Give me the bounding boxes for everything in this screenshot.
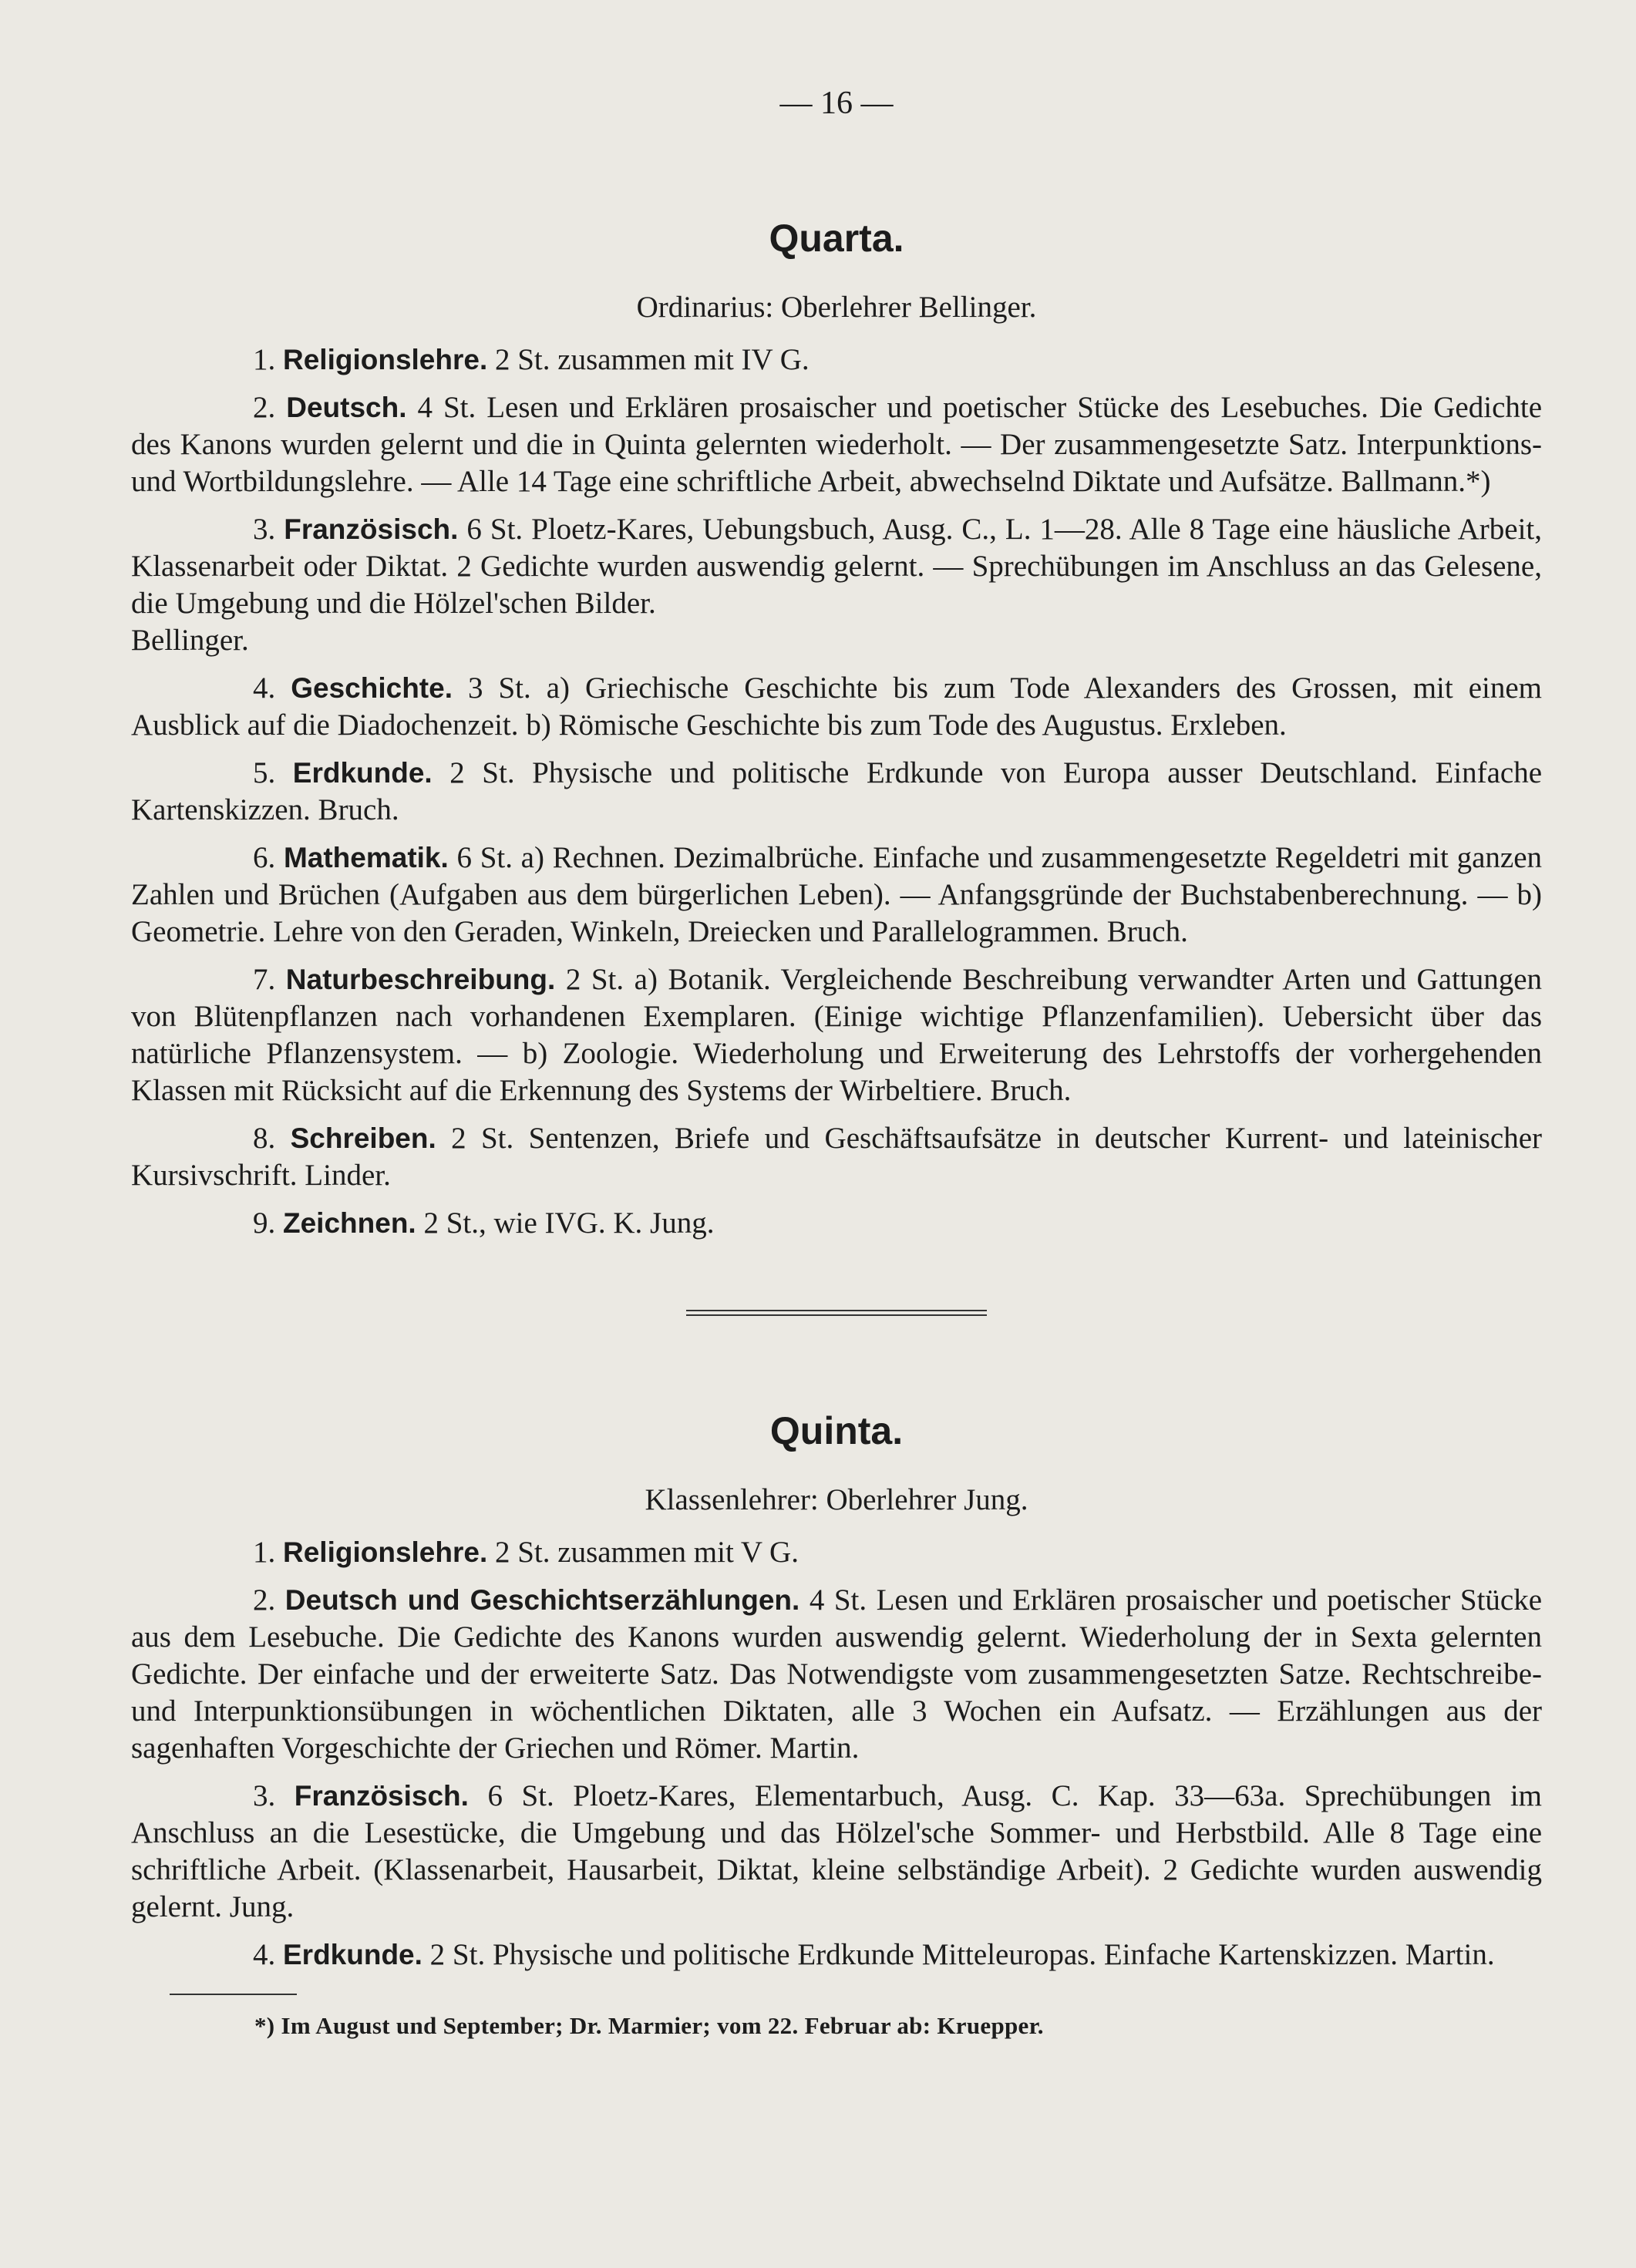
entry-number: 3. (253, 1779, 276, 1812)
quarta-teacher: Ordinarius: Oberlehrer Bellinger. (636, 291, 1037, 324)
quarta-entries (131, 342, 1542, 1242)
section-divider (686, 1310, 987, 1316)
entry-subject: Deutsch. (286, 392, 407, 423)
entry-number: 7. (253, 963, 276, 996)
quarta-entry-7 (131, 961, 1542, 1109)
quarta-entry-4 (131, 670, 1542, 744)
entry-subject: Erdkunde. (292, 757, 433, 789)
quarta-entry-6 (131, 840, 1542, 951)
entry-number: 8. (253, 1122, 276, 1155)
entry-subject: Geschichte. (291, 672, 453, 704)
page-number: — 16 — (779, 86, 894, 121)
entry-text: 2 St. Physische und politische Erdkunde von Europa ausser Deutschland. Einfache Kartenskizzen. Bruch. (131, 756, 1543, 826)
entry-number: 6. (253, 841, 276, 874)
entry-text: 2 St., wie IVG. K. Jung. (423, 1206, 715, 1240)
quarta-entry-2 (131, 389, 1542, 500)
entry-text: 6 St. a) Rechnen. Dezimalbrüche. Einfache und zusammengesetzte Regeldetri mit ganzen Zahlen und Brüchen (Aufgaben aus dem bürgerlichen Leben). — Anfangsgründe der Buchstabenberechnung. — b) Geometrie. Lehre von den Geraden, Winkeln, Dreiecken und Parallelogrammen. Bruch. (131, 841, 1543, 948)
entry-subject: Zeichnen. (283, 1207, 416, 1239)
entry-text: 2 St. zusammen mit V G. (494, 1536, 799, 1569)
quinta-entry-2 (131, 1582, 1542, 1767)
entry-number: 5. (253, 756, 276, 789)
quinta-entries (131, 1534, 1542, 1974)
entry-subject: Mathematik. (283, 842, 449, 873)
quinta-title: Quinta. (769, 1409, 904, 1452)
entry-subject: Französisch. (294, 1780, 469, 1812)
quinta-entry-4 (131, 1937, 1542, 1974)
entry-number: 3. (253, 513, 276, 546)
entry-subject: Deutsch und Geschichtserzählungen. (284, 1584, 800, 1616)
entry-subject: Französisch. (284, 513, 459, 545)
footnote-rule (170, 1994, 297, 1995)
entry-subject: Religionslehre. (283, 344, 488, 375)
entry-text: 4 St. Lesen und Erklären prosaischer und poetischer Stücke des Lesebuches. Die Gedichte des Kanons wurden gelernt und die in Quinta gelernten wiederholt. — Der zusammengesetzte Satz. Interpunktions- und Wortbildungslehre. — Alle 14 Tage eine schriftliche Arbeit, abwechselnd Diktate und Aufsätze. Ballmann.*) (131, 391, 1543, 498)
quarta-entry-3 (131, 511, 1542, 659)
quinta-teacher: Klassenlehrer: Oberlehrer Jung. (645, 1483, 1028, 1516)
entry-text: 2 St. zusammen mit IV G. (494, 343, 810, 376)
entry-number: 1. (253, 343, 276, 376)
quarta-entry-9 (131, 1205, 1542, 1242)
entry-text: 2 St. Sentenzen, Briefe und Geschäftsaufsätze in deutscher Kurrent- und lateinischer Kursivschrift. Linder. (131, 1122, 1543, 1192)
entry-number: 1. (253, 1536, 276, 1569)
quarta-entry-8 (131, 1120, 1542, 1194)
entry-text: 6 St. Ploetz-Kares, Elementarbuch, Ausg. C. Kap. 33—63a. Sprechübungen im Anschluss an die Lesestücke, die Umgebung und das Hölzel'sche Sommer- und Herbstbild. Alle 8 Tage eine schriftliche Arbeit. (Klassenarbeit, Hausarbeit, Diktat, kleine selbständige Arbeit). 2 Gedichte wurden auswendig gelernt. Jung. (131, 1779, 1543, 1923)
entry-text: 2 St. Physische und politische Erdkunde Mitteleuropas. Einfache Kartenskizzen. Martin. (429, 1938, 1495, 1971)
entry-number: 9. (253, 1206, 276, 1240)
entry-text: 3 St. a) Griechische Geschichte bis zum Tode Alexanders des Grossen, mit einem Ausblick auf die Diadochenzeit. b) Römische Geschichte bis zum Tode des Augustus. Erxleben. (131, 671, 1542, 742)
entry-text: 4 St. Lesen und Erklären prosaischer und poetischer Stücke aus dem Lesebuche. Die Gedichte des Kanons wurden auswendig gelernt. Wiederholung der in Sexta gelernten Gedichte. Der einfache und der erweiterte Satz. Das Notwendigste vom zusammengesetzten Satze. Rechtschreibe- und Interpunktionsübungen in wöchentlichen Diktaten, alle 3 Wochen ein Aufsatz. — Erzählungen aus der sagenhaften Vorgeschichte der Griechen und Römer. Martin. (131, 1583, 1543, 1765)
footnote: *) Im August und September; Dr. Marmier; vom 22. Februar ab: Kruepper. (254, 2012, 1044, 2039)
quarta-entry-1 (131, 342, 1542, 379)
entry-text: 2 St. a) Botanik. Vergleichende Beschreibung verwandter Arten und Gattungen von Blütenpflanzen nach vorhandenen Exemplaren. (Einige wichtige Pflanzenfamilien). Uebersicht über das natürliche Pflanzensystem. — b) Zoologie. Wiederholung und Erweiterung des Lehrstoffs der vorhergehenden Klassen mit Rücksicht auf die Erkennung des Systems der Wirbeltiere. Bruch. (131, 963, 1542, 1107)
entry-teacher-signature: Bellinger. (131, 624, 249, 657)
quinta-entry-3 (131, 1778, 1542, 1926)
entry-number: 2. (253, 391, 276, 424)
quarta-entry-5 (131, 755, 1542, 829)
entry-subject: Religionslehre. (283, 1536, 488, 1568)
entry-subject: Erdkunde. (283, 1939, 422, 1970)
entry-text: 6 St. Ploetz-Kares, Uebungsbuch, Ausg. C., L. 1—28. Alle 8 Tage eine häusliche Arbeit, Klassenarbeit oder Diktat. 2 Gedichte wurden auswendig gelernt. — Sprechübungen im Anschluss an das Gelesene, die Umgebung und die Hölzel'schen Bilder. (131, 513, 1543, 620)
quinta-entry-1 (131, 1534, 1542, 1571)
quarta-title: Quarta. (769, 217, 904, 260)
entry-number: 4. (253, 671, 276, 705)
entry-number: 4. (253, 1938, 276, 1971)
entry-number: 2. (253, 1583, 276, 1617)
page-content (131, 77, 1542, 2040)
entry-subject: Naturbeschreibung. (285, 964, 556, 995)
entry-subject: Schreiben. (290, 1122, 436, 1154)
